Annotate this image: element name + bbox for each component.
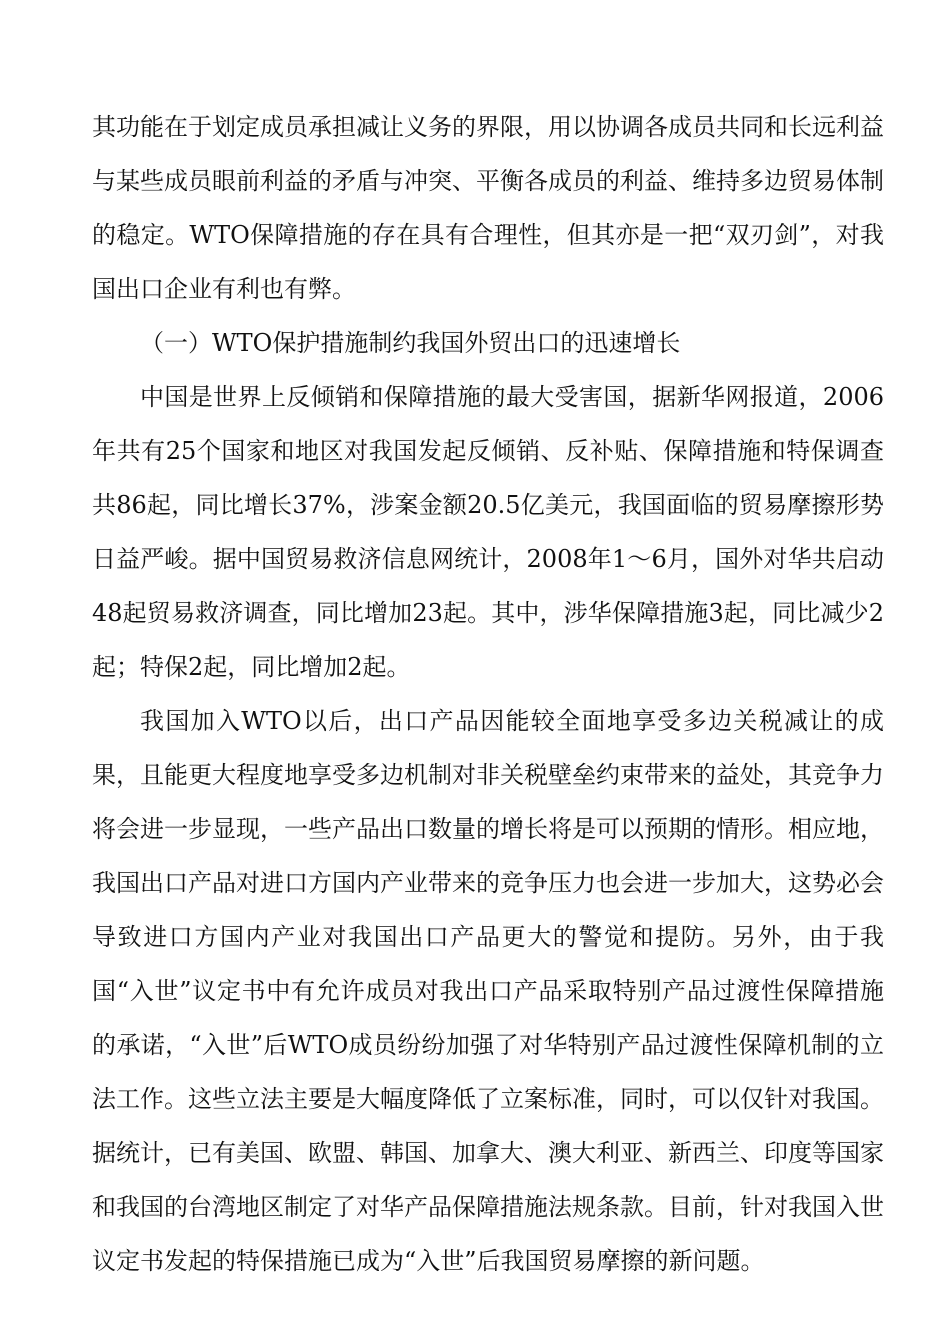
document-page <box>92 100 884 1288</box>
section-heading-1: （一）WTO保护措施制约我国外贸出口的迅速增长 <box>140 329 681 357</box>
paragraph-function-of-safeguards: 其功能在于划定成员承担减让义务的界限，用以协调各成员共同和长远利益与某些成员眼前利益的矛盾与冲突、平衡各成员的利益、维持多边贸易体制的稳定。WTO保障措施的存在具有合理性，但其亦是一把“双刃剑”，对我国出口企业有利也有弊。 <box>92 113 884 303</box>
paragraph-after-wto-entry: 我国加入WTO以后，出口产品因能较全面地享受多边关税减让的成果，且能更大程度地享受多边机制对非关税壁垒约束带来的益处，其竞争力将会进一步显现，一些产品出口数量的增长将是可以预期的情形。相应地，我国出口产品对进口方国内产业带来的竞争压力也会进一步加大，这势必会导致进口方国内产业对我国出口产品更大的警觉和提防。另外，由于我国“入世”议定书中有允许成员对我出口产品采取特别产品过渡性保障措施的承诺，“入世”后WTO成员纷纷加强了对华特别产品过渡性保障机制的立法工作。这些立法主要是大幅度降低了立案标准，同时，可以仅针对我国。据统计，已有美国、欧盟、韩国、加拿大、澳大利亚、新西兰、印度等国家和我国的台湾地区制定了对华产品保障措施法规条款。目前，针对我国入世议定书发起的特保措施已成为“入世”后我国贸易摩擦的新问题。 <box>92 707 884 1275</box>
paragraph-china-victim: 中国是世界上反倾销和保障措施的最大受害国，据新华网报道，2006年共有25个国家和地区对我国发起反倾销、反补贴、保障措施和特保调查共86起，同比增长37%，涉案金额20.5亿美元，我国面临的贸易摩擦形势日益严峻。据中国贸易救济信息网统计，2008年1～6月，国外对华共启动48起贸易救济调查，同比增加23起。其中，涉华保障措施3起，同比减少2起；特保2起，同比增加2起。 <box>92 383 884 681</box>
